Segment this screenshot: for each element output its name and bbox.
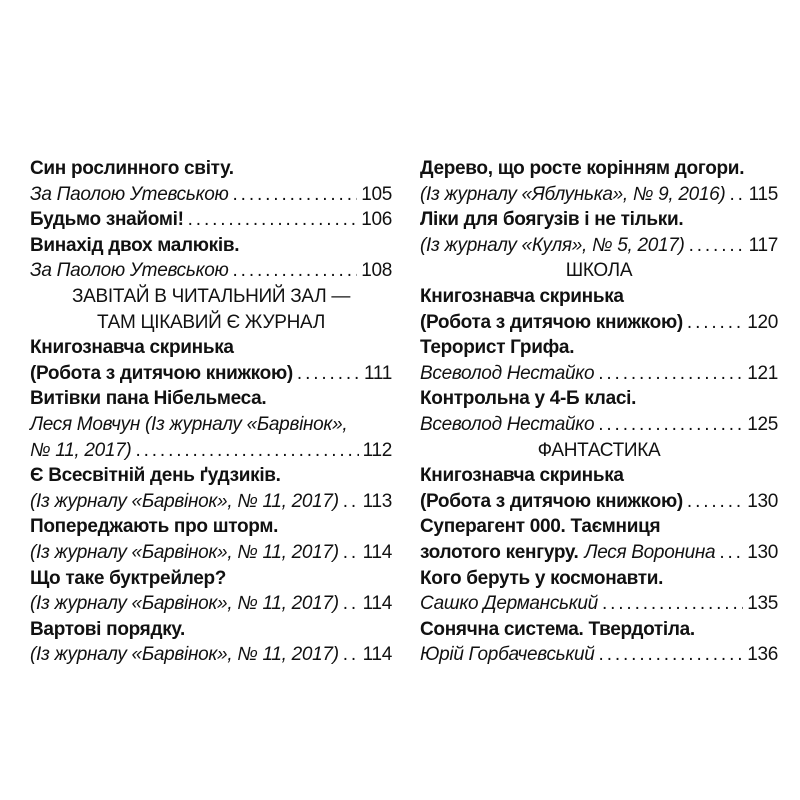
entry-subtitle-with-page[interactable] bbox=[30, 361, 392, 387]
entry-subtitle[interactable]: (Робота з дитячою книжкою) bbox=[420, 311, 683, 333]
entry-author: Сашко Дерманський bbox=[420, 593, 598, 615]
entry-author: (Із журналу «Барвінок», № 11, 2017) bbox=[30, 644, 339, 666]
page-number[interactable]: 135 bbox=[747, 593, 778, 615]
leader-dots bbox=[135, 438, 358, 464]
leader-dots bbox=[689, 233, 745, 259]
page-number[interactable]: 113 bbox=[362, 490, 392, 512]
entry-author-line bbox=[30, 182, 392, 208]
leader-dots bbox=[687, 489, 743, 515]
leader-dots bbox=[598, 412, 743, 438]
entry-author: Леся Мовчун (Із журналу «Барвінок», bbox=[30, 413, 348, 435]
entry-title[interactable]: Є Всесвітній день ґудзиків. bbox=[30, 465, 281, 487]
entry-title[interactable]: Вартові порядку. bbox=[30, 618, 186, 640]
leader-dots bbox=[719, 540, 743, 566]
entry-title[interactable]: Книгознавча скринька bbox=[420, 285, 624, 307]
leader-dots bbox=[343, 489, 359, 515]
leader-dots bbox=[297, 361, 360, 387]
entry-subtitle[interactable]: (Робота з дитячою книжкою) bbox=[30, 362, 293, 384]
entry-title[interactable]: Ліки для боягузів і не тільки. bbox=[420, 209, 684, 231]
leader-dots bbox=[602, 591, 743, 617]
section-heading: ШКОЛА bbox=[565, 260, 633, 282]
entry-title[interactable]: Сонячна система. Твердотіла. bbox=[420, 618, 695, 640]
page-number[interactable]: 114 bbox=[362, 644, 392, 666]
entry-author-line bbox=[420, 591, 778, 617]
leader-dots bbox=[599, 642, 744, 668]
entry-author: За Паолою Утевською bbox=[30, 183, 229, 205]
entry-title[interactable]: Попереджають про шторм. bbox=[30, 516, 279, 538]
entry-title[interactable]: Терорист Грифа. bbox=[420, 337, 575, 359]
entry-author: (Із журналу «Куля», № 5, 2017) bbox=[420, 234, 685, 256]
leader-dots bbox=[598, 361, 743, 387]
entry-title-with-page[interactable] bbox=[30, 207, 392, 233]
entry-author: № 11, 2017) bbox=[30, 439, 132, 461]
entry-author-line bbox=[30, 258, 392, 284]
toc-right-column bbox=[420, 156, 778, 668]
leader-dots bbox=[233, 258, 358, 284]
entry-author-line bbox=[30, 591, 392, 617]
entry-author-line bbox=[30, 642, 392, 668]
entry-author: Всеволод Нестайко bbox=[420, 413, 595, 435]
leader-dots bbox=[729, 182, 744, 208]
entry-subtitle-with-page[interactable] bbox=[420, 310, 778, 336]
entry-subtitle-with-page[interactable] bbox=[420, 489, 778, 515]
entry-author-line bbox=[420, 361, 778, 387]
entry-title[interactable]: Винахід двох малюків. bbox=[30, 234, 240, 256]
entry-author: За Паолою Утевською bbox=[30, 260, 229, 282]
page-number[interactable]: 112 bbox=[362, 439, 392, 461]
page-number[interactable]: 125 bbox=[747, 413, 778, 435]
page-number[interactable]: 111 bbox=[364, 362, 392, 384]
entry-author-line bbox=[420, 642, 778, 668]
page-number[interactable]: 114 bbox=[362, 541, 392, 563]
page-number[interactable]: 121 bbox=[747, 362, 778, 384]
entry-author-line bbox=[30, 540, 392, 566]
entry-title[interactable]: Син рослинного світу. bbox=[30, 158, 234, 179]
page-number[interactable]: 108 bbox=[361, 260, 392, 282]
section-heading: ТАМ ЦІКАВИЙ Є ЖУРНАЛ bbox=[96, 311, 325, 333]
leader-dots bbox=[343, 540, 359, 566]
page-number[interactable]: 130 bbox=[747, 541, 778, 563]
entry-author-line bbox=[420, 233, 778, 259]
entry-author: (Із журналу «Яблунька», № 9, 2016) bbox=[420, 183, 726, 205]
entry-author-line bbox=[30, 489, 392, 515]
entry-title[interactable]: Дерево, що росте корінням догори. bbox=[420, 158, 745, 179]
page-number[interactable]: 136 bbox=[747, 644, 778, 666]
entry-title[interactable]: Суперагент 000. Таємниця bbox=[420, 516, 661, 538]
entry-author: (Із журналу «Барвінок», № 11, 2017) bbox=[30, 593, 339, 615]
entry-author: Леся Воронина bbox=[584, 541, 716, 563]
leader-dots bbox=[233, 182, 358, 208]
entry-author: (Із журналу «Барвінок», № 11, 2017) bbox=[30, 490, 339, 512]
page-number[interactable]: 117 bbox=[748, 234, 778, 256]
entry-title[interactable]: Кого беруть у космонавти. bbox=[420, 567, 664, 589]
entry-author-line bbox=[30, 438, 392, 464]
entry-title-continued[interactable]: золотого кенгуру. bbox=[420, 541, 579, 563]
page-number[interactable]: 130 bbox=[747, 490, 778, 512]
entry-author-line bbox=[420, 540, 778, 566]
entry-author: Юрій Горбачевський bbox=[420, 644, 595, 666]
entry-title[interactable]: Витівки пана Нібельмеса. bbox=[30, 388, 267, 410]
page-number[interactable]: 120 bbox=[747, 311, 778, 333]
entry-title[interactable]: Книгознавча скринька bbox=[420, 465, 624, 487]
entry-author: Всеволод Нестайко bbox=[420, 362, 595, 384]
section-heading: ЗАВІТАЙ В ЧИТАЛЬНИЙ ЗАЛ — bbox=[71, 285, 351, 307]
entry-title[interactable]: Що таке буктрейлер? bbox=[30, 567, 227, 589]
section-heading: ФАНТАСТИКА bbox=[537, 439, 661, 461]
page-number[interactable]: 106 bbox=[361, 209, 392, 231]
entry-title[interactable]: Книгознавча скринька bbox=[30, 337, 234, 359]
entry-title[interactable]: Контрольна у 4-Б класі. bbox=[420, 388, 637, 410]
entry-subtitle[interactable]: (Робота з дитячою книжкою) bbox=[420, 490, 683, 512]
entry-author-line bbox=[420, 182, 778, 208]
leader-dots bbox=[687, 310, 743, 336]
entry-author: (Із журналу «Барвінок», № 11, 2017) bbox=[30, 541, 339, 563]
leader-dots bbox=[343, 591, 359, 617]
leader-dots bbox=[188, 207, 358, 233]
entry-author-line bbox=[420, 412, 778, 438]
page-number[interactable]: 115 bbox=[748, 183, 778, 205]
toc-left-column bbox=[30, 156, 392, 668]
page-number[interactable]: 114 bbox=[362, 593, 392, 615]
entry-title[interactable]: Будьмо знайомі! bbox=[30, 209, 184, 231]
page-number[interactable]: 105 bbox=[361, 183, 392, 205]
leader-dots bbox=[343, 642, 359, 668]
